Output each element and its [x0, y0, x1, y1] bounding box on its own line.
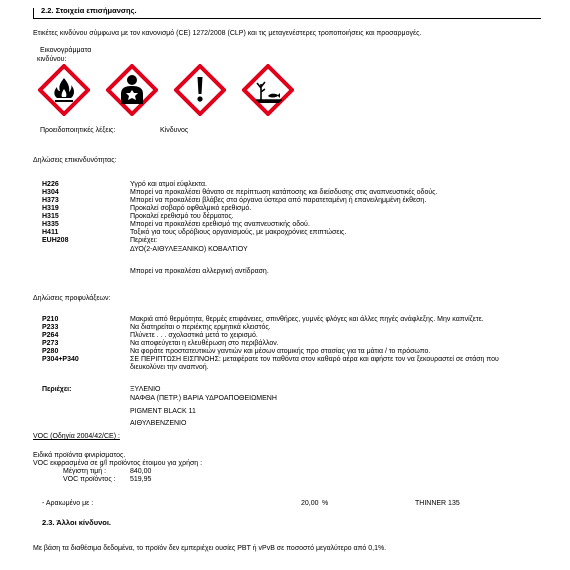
- contains-item: PIGMENT BLACK 11: [130, 408, 196, 415]
- contains-item: ΞΥΛΕΝΙΟ: [130, 386, 161, 393]
- health-hazard-pictogram-icon: [106, 64, 158, 116]
- hazard-pictograms: [38, 64, 294, 116]
- hazard-text: Μπορεί να προκαλέσει θάνατο σε περίπτωση κατάποσης και διείσδυσης στις αναπνευστικές οδούς.: [130, 189, 438, 196]
- hazard-text: Μπορεί να προκαλέσει ερεθισμό της αναπνευστικής οδού.: [130, 221, 310, 228]
- pictograms-label-line1: Εικονογράμματα: [40, 47, 92, 54]
- hazard-text: Προκαλεί σοβαρό οφθαλμικό ερεθισμό.: [130, 205, 252, 212]
- dilution-label: - Αραιωμένο με :: [42, 500, 94, 507]
- precaution-code: P280: [42, 348, 59, 355]
- precaution-code: P233: [42, 324, 59, 331]
- hazard-code: H304: [42, 189, 59, 196]
- precaution-code: P273: [42, 340, 59, 347]
- dilution-product: THINNER 135: [415, 500, 460, 507]
- section-2-2-header: [33, 4, 541, 19]
- hazard-code: H335: [42, 221, 59, 228]
- euh208-substance: ΔΥΟ(2-ΑΙΘΥΛΕΞΑΝΙΚΟ) ΚΟΒΑΛΤΙΟΥ: [130, 246, 248, 253]
- precaution-text: Να αποφεύγεται η ελευθέρωση στο περιβάλλον.: [130, 340, 279, 347]
- voc-max-value: 840,00: [130, 468, 152, 475]
- dilution-unit: %: [322, 500, 329, 507]
- precaution-text: ΣΕ ΠΕΡΙΠΤΩΣΗ ΕΙΣΠΝΟΗΣ: μεταφέρατε τον παθόντα στον καθαρό αέρα και αφήστε τον να ξεκουραστεί σε στάση που: [130, 356, 499, 363]
- precaution-text-continued: διευκολύνει την αναπνοή.: [130, 364, 209, 371]
- signal-word-value: Κίνδυνος: [160, 127, 189, 134]
- section-2-3-title: 2.3. Άλλοι κίνδυνοι.: [42, 518, 112, 527]
- hazard-text: Τοξικό για τους υδρόβιους οργανισμούς, με μακροχρόνιες επιπτώσεις.: [130, 229, 347, 236]
- voc-expressed: VOC εκφρασμένα σε g/l προϊόντος έτοιμου για χρήση :: [33, 460, 203, 467]
- precaution-code: P210: [42, 316, 59, 323]
- hazard-code: H226: [42, 181, 59, 188]
- voc-product-value: 519,95: [130, 476, 152, 483]
- contains-label: Περιέχει:: [42, 386, 72, 393]
- voc-max-label: Μέγιστη τιμή :: [63, 468, 107, 475]
- hazard-text: Μπορεί να προκαλέσει βλάβες στα όργανα ύστερα από παρατεταμένη ή επανειλημμένη έκθεση.: [130, 197, 427, 204]
- environment-pictogram-icon: [242, 64, 294, 116]
- contains-item: ΝΑΦΘΑ (ΠΕΤΡ.) ΒΑΡΙΑ ΥΔΡΟΑΠΟΘΕΙΩΜΕΝΗ: [130, 395, 277, 402]
- precaution-code: P304+P340: [42, 356, 79, 363]
- contains-item: ΑΙΘΥΛΒΕΝΖΕΝΙΟ: [130, 420, 187, 427]
- precaution-text: Μακριά από θερμότητα, θερμές επιφάνειες, σπινθήρες, γυμνές φλόγες και άλλες πηγές ανάφλεξης. Μην καπνίζετε.: [130, 316, 484, 323]
- signal-word-label: Προειδοποιητικές λέξεις:: [40, 127, 116, 134]
- hazard-code: H411: [42, 229, 59, 236]
- precautionary-statements-label: Δηλώσεις προφυλάξεων:: [33, 295, 111, 302]
- hazard-text: Υγρό και ατμοί εύφλεκτα.: [130, 181, 207, 188]
- voc-product-label: VOC προϊόντος :: [63, 476, 116, 483]
- intro-text: Ετικέτες κινδύνου σύμφωνα με τον κανονισμό (CE) 1272/2008 (CLP) και τις μεταγενέστερες τροποποιήσεις και προσαρμογές.: [33, 30, 422, 37]
- section-2-2-title: 2.2. Στοιχεία επισήμανσης.: [41, 6, 137, 15]
- precaution-text: Πλύνετε . . . σχολαστικά μετά το χειρισμό.: [130, 332, 258, 339]
- hazard-text: Προκαλεί ερεθισμό του δέρματος.: [130, 213, 234, 220]
- voc-special-products: Ειδικά προϊόντα φινιρίσματος.: [33, 452, 126, 459]
- dilution-value: 20,00: [301, 500, 319, 507]
- other-hazards-text: Με βάση τα διαθέσιμα δεδομένα, το προϊόν δεν εμπεριέχει ουσίες PBT ή vPvB σε ποσοστό μεγαλύτερο από 0,1%.: [33, 545, 387, 552]
- hazard-statements-label: Δηλώσεις επικινδυνότητας:: [33, 157, 117, 164]
- hazard-code: H373: [42, 197, 59, 204]
- euh208-note: Μπορεί να προκαλέσει αλλεργική αντίδραση.: [130, 268, 269, 275]
- voc-heading: VOC (Οδηγία 2004/42/CE) :: [33, 433, 120, 440]
- precaution-code: P264: [42, 332, 59, 339]
- exclamation-pictogram-icon: [174, 64, 226, 116]
- pictograms-label-line2: κινδύνου:: [37, 56, 67, 63]
- hazard-code: EUH208: [42, 237, 69, 244]
- flame-pictogram-icon: [38, 64, 90, 116]
- hazard-code: H319: [42, 205, 59, 212]
- precaution-text: Να διατηρείται ο περιέκτης ερμητικά κλειστός.: [130, 324, 271, 331]
- hazard-text: Περιέχει:: [130, 237, 158, 244]
- precaution-text: Να φοράτε προστατευτικών γαντιών και μέσων ατομικής προ στασίας για τα μάτια / το πρόσωπο.: [130, 348, 431, 355]
- hazard-code: H315: [42, 213, 59, 220]
